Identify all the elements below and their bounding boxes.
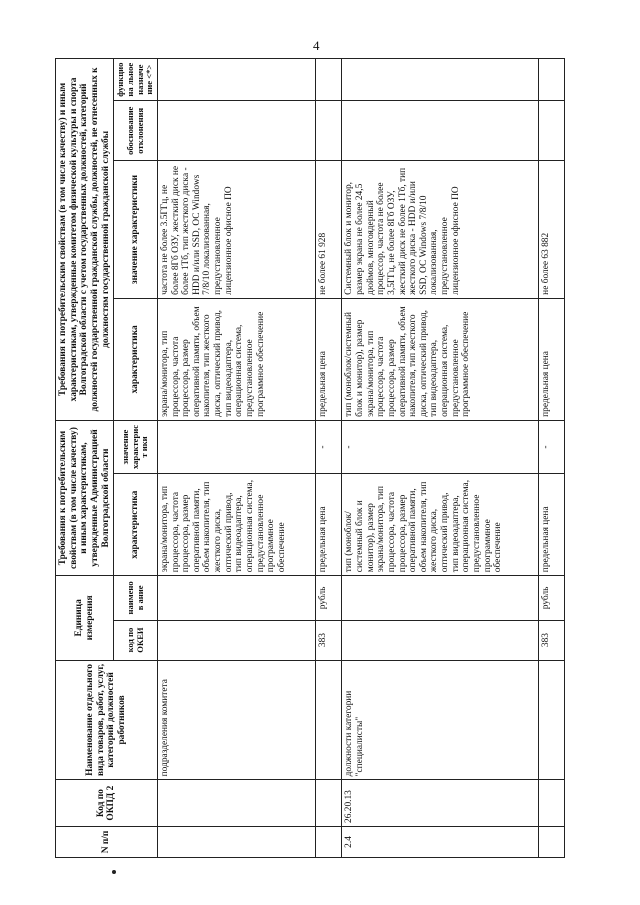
- cell-name: должности категории "специалисты": [342, 660, 538, 780]
- cell-admin-char: предельная цена: [316, 474, 342, 576]
- cell-unit-name: [157, 576, 315, 620]
- cell-unit-name: рубль: [316, 576, 342, 620]
- header-com-val: значение характеристики: [114, 161, 158, 299]
- cell-com-val: не более 61 928: [316, 161, 342, 299]
- rotated-table-container: [55, 58, 565, 858]
- cell-name: подразделения комитета: [157, 660, 315, 780]
- cell-com-val: частота не более 3.5ГГц, не более 8Гб ОЗУ, жесткий диск не более 1Тб, тип жесткого диска - HDD и/или SSD, ОС Windows 7/8/10 локализованная, предустановленное лицензионное офисное ПО: [157, 161, 315, 299]
- cell-com-func: [157, 59, 315, 101]
- cell-okpd: [157, 780, 315, 827]
- cell-com-func: [538, 59, 564, 101]
- cell-com-reason: [342, 101, 538, 161]
- cell-com-reason: [538, 101, 564, 161]
- page-number: 4: [313, 38, 320, 53]
- cell-com-val: не более 63 882: [538, 161, 564, 299]
- cell-admin-val: [157, 420, 315, 473]
- cell-admin-char: предельная цена: [538, 474, 564, 576]
- header-admin-val: значение характерист ики: [114, 420, 158, 473]
- header-okpd: Код по ОКПД 2: [56, 780, 158, 827]
- header-unit-code: код по ОКЕИ: [114, 620, 158, 660]
- cell-unit-code: [342, 620, 538, 660]
- cell-n: [538, 826, 564, 857]
- cell-unit-code: 383: [538, 620, 564, 660]
- cell-n: [157, 826, 315, 857]
- cell-com-reason: [157, 101, 315, 161]
- header-com-func: функциона льное назначе ние <*>: [114, 59, 158, 101]
- header-unit: Единица измерения: [56, 576, 114, 660]
- cell-com-reason: [316, 101, 342, 161]
- scan-mark: [112, 870, 116, 874]
- cell-n: 2.4: [342, 826, 538, 857]
- cell-com-val: Системный блок и монитор, размер экрана не более 24,5 дюймов, многоядерный процессор, частота не более 3,5ГГц, не более 8Гб ОЗУ, жесткий диск не более 1Тб, тип жесткого диска - HDD и/или SSD, ОС Windows 7/8/10 локализованная, предустановленное лицензионное офисное ПО: [342, 161, 538, 299]
- header-com-reason: обоснование отклонения: [114, 101, 158, 161]
- cell-admin-val: -: [342, 420, 538, 473]
- cell-admin-val: -: [538, 420, 564, 473]
- cell-unit-code: [157, 620, 315, 660]
- cell-unit-name: рубль: [538, 576, 564, 620]
- cell-name: [316, 660, 342, 780]
- table-row: [342, 59, 538, 858]
- table-row: [157, 59, 315, 858]
- cell-okpd: [538, 780, 564, 827]
- cell-admin-char: тип (моноблок/системный блок и монитор), размер экрана/монитора, тип процессора, частота процессора, размер оперативной памяти, объем накопителя, тип жесткого диска, оптический привод, тип видеоадаптера, операционная система, предустановленное программное обеспечение: [342, 474, 538, 576]
- header-name: Наименование отдельного вида товаров, работ, услуг, категорий должностей работников: [56, 660, 158, 780]
- cell-unit-name: [342, 576, 538, 620]
- header-admin: Требования к потребительским свойствам (в том числе качеству) и иным характеристикам, утвержденные Администрацией Волгоградской области: [56, 420, 114, 575]
- cell-com-func: [342, 59, 538, 101]
- cell-okpd: [316, 780, 342, 827]
- cell-com-char: предельная цена: [538, 298, 564, 420]
- cell-com-func: [316, 59, 342, 101]
- cell-admin-val: -: [316, 420, 342, 473]
- table-row: [538, 59, 564, 858]
- cell-com-char: тип (моноблок/системный блок и монитор), размер экрана/монитора, тип процессора, частота процессора, размер оперативной памяти, объем накопителя, тип жесткого диска, оптический привод, тип видеоадаптера, операционная система, предустановленное программное обеспечение: [342, 298, 538, 420]
- cell-unit-code: 383: [316, 620, 342, 660]
- header-committee: Требования к потребительским свойствам (в том числе качеству) и иным характеристикам, утвержденные комитетом физической культуры и спорта Волгоградской области с учетом государственных должностей, категорий должностей государственной гражданской службы, должностей, не отнесенных к должностям государственной гражданской службы: [56, 59, 114, 421]
- cell-admin-char: экрана/монитора, тип процессора, частота процессора, размер оперативной памяти, объем накопителя, тип жесткого диска, оптический привод, тип видеоадаптера, операционная система, предустановленное программное обеспечение: [157, 474, 315, 576]
- cell-name: [538, 660, 564, 780]
- header-com-char: характеристика: [114, 298, 158, 420]
- cell-okpd: 26.20.13: [342, 780, 538, 827]
- cell-n: [316, 826, 342, 857]
- header-n: N п/п: [56, 826, 158, 857]
- requirements-table: [55, 58, 565, 858]
- table-row: [316, 59, 342, 858]
- cell-com-char: предельная цена: [316, 298, 342, 420]
- header-unit-name: наименов ание: [114, 576, 158, 620]
- header-admin-char: характеристика: [114, 474, 158, 576]
- cell-com-char: экрана/монитора, тип процессора, частота процессора, размер оперативной памяти, объем накопителя, тип жесткого диска, оптический привод, тип видеоадаптера, операционная система, предустановленное программное обеспечение: [157, 298, 315, 420]
